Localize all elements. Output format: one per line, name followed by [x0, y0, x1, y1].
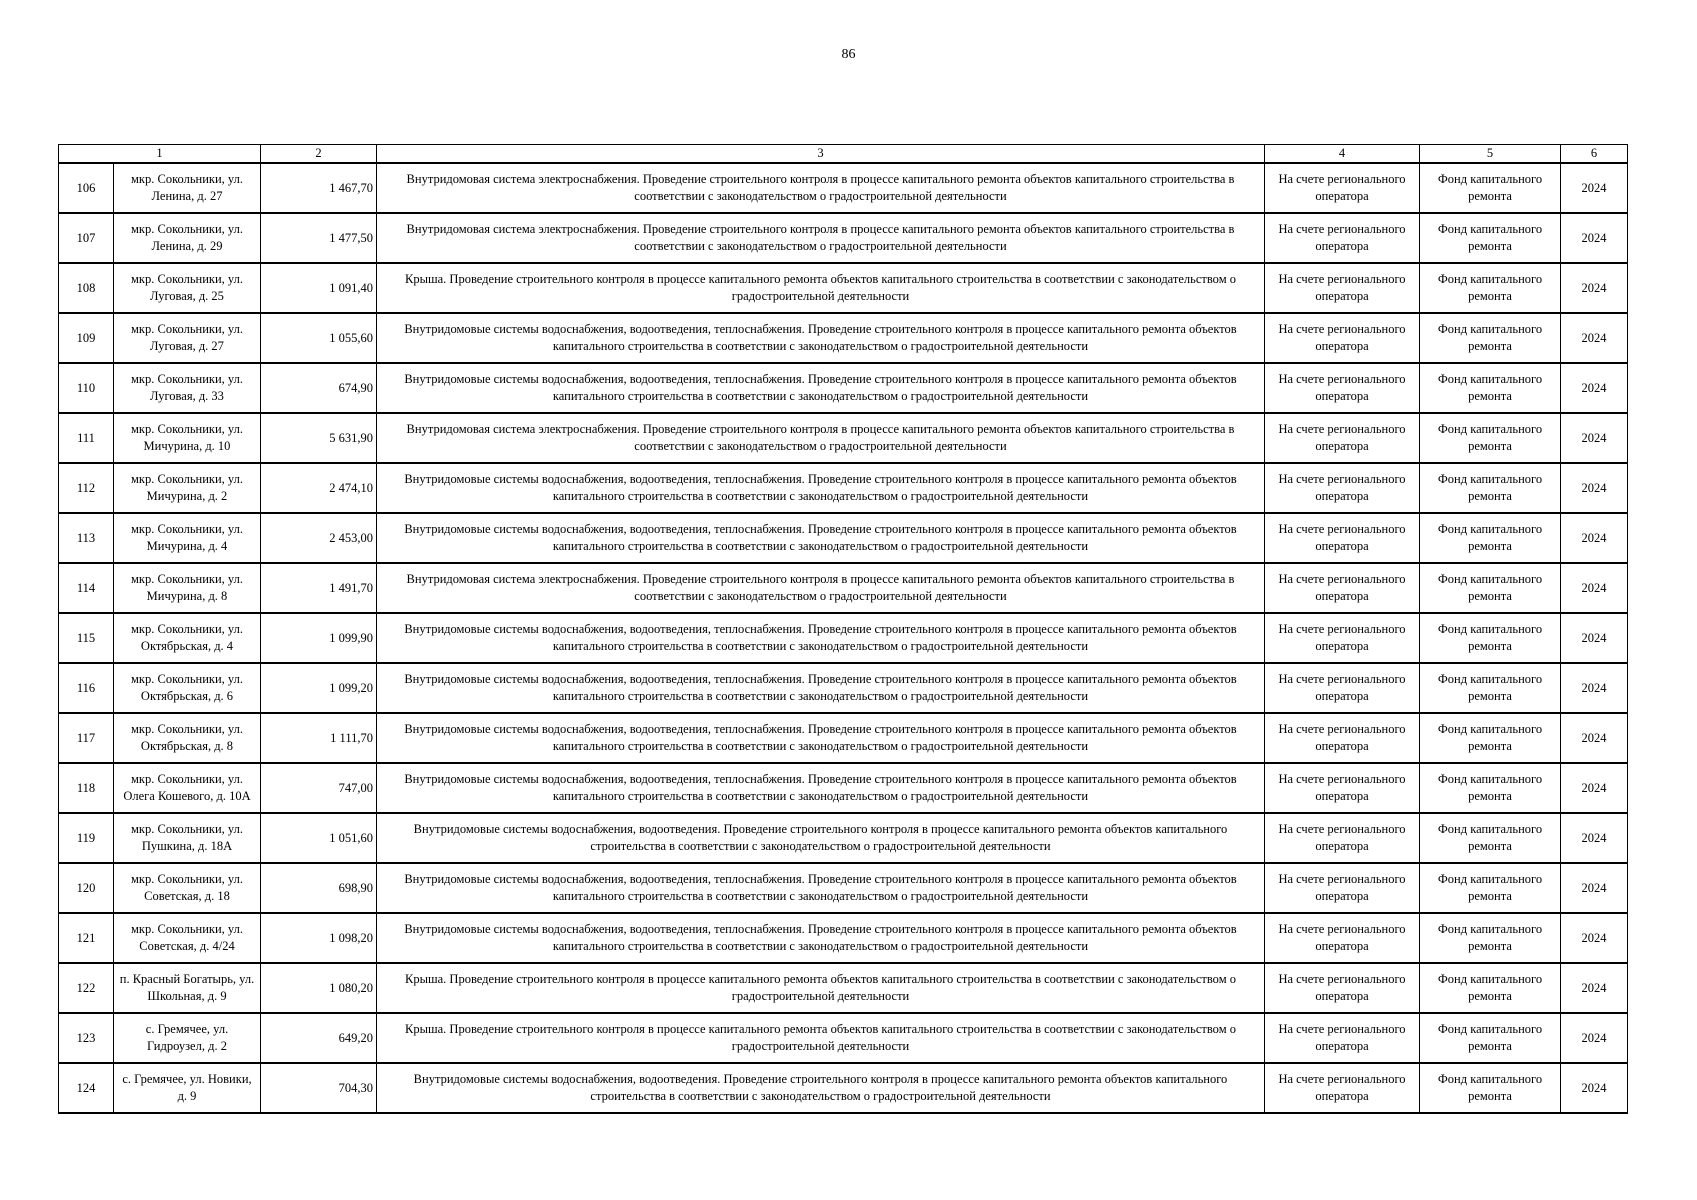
table-row — [59, 263, 1628, 313]
table-row — [59, 1063, 1628, 1113]
owner-cell: Фонд капитального ремонта — [1420, 813, 1561, 863]
table-row — [59, 463, 1628, 513]
table-row — [59, 413, 1628, 463]
area-cell: 1 111,70 — [261, 713, 377, 763]
address-cell: мкр. Сокольники, ул. Мичурина, д. 2 — [114, 463, 261, 513]
owner-cell: Фонд капитального ремонта — [1420, 1063, 1561, 1113]
funding-method-cell: На счете регионального оператора — [1265, 763, 1420, 813]
row-number: 115 — [59, 613, 114, 663]
row-number: 116 — [59, 663, 114, 713]
table-row — [59, 863, 1628, 913]
page-number: 86 — [841, 47, 856, 62]
owner-cell: Фонд капитального ремонта — [1420, 513, 1561, 563]
year-cell: 2024 — [1561, 363, 1628, 413]
table-row — [59, 563, 1628, 613]
year-cell: 2024 — [1561, 463, 1628, 513]
row-number: 112 — [59, 463, 114, 513]
address-cell: мкр. Сокольники, ул. Ленина, д. 27 — [114, 163, 261, 213]
area-cell: 1 098,20 — [261, 913, 377, 963]
funding-method-cell: На счете регионального оператора — [1265, 1013, 1420, 1063]
year-cell: 2024 — [1561, 513, 1628, 563]
row-number: 118 — [59, 763, 114, 813]
table-row — [59, 363, 1628, 413]
table-row — [59, 613, 1628, 663]
owner-cell: Фонд капитального ремонта — [1420, 863, 1561, 913]
work-description-cell: Внутридомовые системы водоснабжения, водоотведения, теплоснабжения. Проведение строительного контроля в процессе капитального ремонта объектов капитального строительства в соответствии с законодательством о градостроительной деятельности — [377, 463, 1265, 513]
area-cell: 649,20 — [261, 1013, 377, 1063]
owner-cell: Фонд капитального ремонта — [1420, 363, 1561, 413]
column-header-3: 3 — [377, 145, 1265, 164]
row-number: 111 — [59, 413, 114, 463]
address-cell: мкр. Сокольники, ул. Советская, д. 4/24 — [114, 913, 261, 963]
funding-method-cell: На счете регионального оператора — [1265, 663, 1420, 713]
funding-method-cell: На счете регионального оператора — [1265, 713, 1420, 763]
work-description-cell: Внутридомовая система электроснабжения. Проведение строительного контроля в процессе капитального ремонта объектов капитального строительства в соответствии с законодательством о градостроительной деятельности — [377, 213, 1265, 263]
address-cell: мкр. Сокольники, ул. Октябрьская, д. 4 — [114, 613, 261, 663]
column-header-4: 4 — [1265, 145, 1420, 164]
work-description-cell: Внутридомовые системы водоснабжения, водоотведения, теплоснабжения. Проведение строительного контроля в процессе капитального ремонта объектов капитального строительства в соответствии с законодательством о градостроительной деятельности — [377, 363, 1265, 413]
funding-method-cell: На счете регионального оператора — [1265, 213, 1420, 263]
year-cell: 2024 — [1561, 263, 1628, 313]
row-number: 114 — [59, 563, 114, 613]
address-cell: с. Гремячее, ул. Новики, д. 9 — [114, 1063, 261, 1113]
row-number: 120 — [59, 863, 114, 913]
row-number: 119 — [59, 813, 114, 863]
work-description-cell: Крыша. Проведение строительного контроля в процессе капитального ремонта объектов капитального строительства в соответствии с законодательством о градостроительной деятельности — [377, 963, 1265, 1013]
table-row — [59, 513, 1628, 563]
address-cell: с. Гремячее, ул. Гидроузел, д. 2 — [114, 1013, 261, 1063]
year-cell: 2024 — [1561, 963, 1628, 1013]
funding-method-cell: На счете регионального оператора — [1265, 1063, 1420, 1113]
row-number: 121 — [59, 913, 114, 963]
owner-cell: Фонд капитального ремонта — [1420, 913, 1561, 963]
year-cell: 2024 — [1561, 763, 1628, 813]
area-cell: 704,30 — [261, 1063, 377, 1113]
work-description-cell: Внутридомовые системы водоснабжения, водоотведения. Проведение строительного контроля в процессе капитального ремонта объектов капитального строительства в соответствии с законодательством о градостроительной деятельности — [377, 1063, 1265, 1113]
funding-method-cell: На счете регионального оператора — [1265, 363, 1420, 413]
row-number: 106 — [59, 163, 114, 213]
address-cell: мкр. Сокольники, ул. Октябрьская, д. 8 — [114, 713, 261, 763]
address-cell: мкр. Сокольники, ул. Мичурина, д. 4 — [114, 513, 261, 563]
address-cell: мкр. Сокольники, ул. Луговая, д. 25 — [114, 263, 261, 313]
address-cell: мкр. Сокольники, ул. Октябрьская, д. 6 — [114, 663, 261, 713]
area-cell: 674,90 — [261, 363, 377, 413]
work-description-cell: Внутридомовые системы водоснабжения, водоотведения, теплоснабжения. Проведение строительного контроля в процессе капитального ремонта объектов капитального строительства в соответствии с законодательством о градостроительной деятельности — [377, 513, 1265, 563]
year-cell: 2024 — [1561, 913, 1628, 963]
column-number-row — [59, 145, 1628, 164]
table-row — [59, 313, 1628, 363]
area-cell: 5 631,90 — [261, 413, 377, 463]
area-cell: 1 091,40 — [261, 263, 377, 313]
funding-method-cell: На счете регионального оператора — [1265, 913, 1420, 963]
row-number: 122 — [59, 963, 114, 1013]
owner-cell: Фонд капитального ремонта — [1420, 313, 1561, 363]
table-row — [59, 813, 1628, 863]
work-description-cell: Крыша. Проведение строительного контроля в процессе капитального ремонта объектов капитального строительства в соответствии с законодательством о градостроительной деятельности — [377, 1013, 1265, 1063]
year-cell: 2024 — [1561, 663, 1628, 713]
area-cell: 698,90 — [261, 863, 377, 913]
table-row — [59, 163, 1628, 213]
area-cell: 1 477,50 — [261, 213, 377, 263]
work-description-cell: Внутридомовая система электроснабжения. Проведение строительного контроля в процессе капитального ремонта объектов капитального строительства в соответствии с законодательством о градостроительной деятельности — [377, 413, 1265, 463]
year-cell: 2024 — [1561, 613, 1628, 663]
address-cell: мкр. Сокольники, ул. Пушкина, д. 18А — [114, 813, 261, 863]
funding-method-cell: На счете регионального оператора — [1265, 863, 1420, 913]
work-description-cell: Внутридомовые системы водоснабжения, водоотведения. Проведение строительного контроля в процессе капитального ремонта объектов капитального строительства в соответствии с законодательством о градостроительной деятельности — [377, 813, 1265, 863]
owner-cell: Фонд капитального ремонта — [1420, 263, 1561, 313]
funding-method-cell: На счете регионального оператора — [1265, 813, 1420, 863]
address-cell: мкр. Сокольники, ул. Мичурина, д. 8 — [114, 563, 261, 613]
row-number: 109 — [59, 313, 114, 363]
row-number: 107 — [59, 213, 114, 263]
address-cell: мкр. Сокольники, ул. Луговая, д. 27 — [114, 313, 261, 363]
row-number: 123 — [59, 1013, 114, 1063]
address-cell: мкр. Сокольники, ул. Мичурина, д. 10 — [114, 413, 261, 463]
area-cell: 2 453,00 — [261, 513, 377, 563]
area-cell: 1 055,60 — [261, 313, 377, 363]
year-cell: 2024 — [1561, 313, 1628, 363]
owner-cell: Фонд капитального ремонта — [1420, 1013, 1561, 1063]
funding-method-cell: На счете регионального оператора — [1265, 563, 1420, 613]
year-cell: 2024 — [1561, 413, 1628, 463]
funding-method-cell: На счете регионального оператора — [1265, 163, 1420, 213]
address-cell: п. Красный Богатырь, ул. Школьная, д. 9 — [114, 963, 261, 1013]
row-number: 113 — [59, 513, 114, 563]
year-cell: 2024 — [1561, 713, 1628, 763]
owner-cell: Фонд капитального ремонта — [1420, 613, 1561, 663]
column-header-5: 5 — [1420, 145, 1561, 164]
work-description-cell: Внутридомовые системы водоснабжения, водоотведения, теплоснабжения. Проведение строительного контроля в процессе капитального ремонта объектов капитального строительства в соответствии с законодательством о градостроительной деятельности — [377, 913, 1265, 963]
table-row — [59, 913, 1628, 963]
area-cell: 747,00 — [261, 763, 377, 813]
funding-method-cell: На счете регионального оператора — [1265, 263, 1420, 313]
owner-cell: Фонд капитального ремонта — [1420, 563, 1561, 613]
table-body — [59, 163, 1628, 1113]
column-header-6: 6 — [1561, 145, 1628, 164]
funding-method-cell: На счете регионального оператора — [1265, 463, 1420, 513]
column-header-2: 2 — [261, 145, 377, 164]
owner-cell: Фонд капитального ремонта — [1420, 963, 1561, 1013]
funding-method-cell: На счете регионального оператора — [1265, 613, 1420, 663]
table-row — [59, 1013, 1628, 1063]
year-cell: 2024 — [1561, 1013, 1628, 1063]
work-description-cell: Внутридомовые системы водоснабжения, водоотведения, теплоснабжения. Проведение строительного контроля в процессе капитального ремонта объектов капитального строительства в соответствии с законодательством о градостроительной деятельности — [377, 313, 1265, 363]
address-cell: мкр. Сокольники, ул. Луговая, д. 33 — [114, 363, 261, 413]
table-row — [59, 713, 1628, 763]
owner-cell: Фонд капитального ремонта — [1420, 713, 1561, 763]
year-cell: 2024 — [1561, 813, 1628, 863]
table-row — [59, 763, 1628, 813]
owner-cell: Фонд капитального ремонта — [1420, 213, 1561, 263]
row-number: 117 — [59, 713, 114, 763]
owner-cell: Фонд капитального ремонта — [1420, 663, 1561, 713]
funding-method-cell: На счете регионального оператора — [1265, 513, 1420, 563]
work-description-cell: Внутридомовая система электроснабжения. Проведение строительного контроля в процессе капитального ремонта объектов капитального строительства в соответствии с законодательством о градостроительной деятельности — [377, 563, 1265, 613]
year-cell: 2024 — [1561, 163, 1628, 213]
capital-repair-table — [58, 144, 1628, 1114]
area-cell: 1 080,20 — [261, 963, 377, 1013]
row-number: 110 — [59, 363, 114, 413]
row-number: 124 — [59, 1063, 114, 1113]
work-description-cell: Внутридомовые системы водоснабжения, водоотведения, теплоснабжения. Проведение строительного контроля в процессе капитального ремонта объектов капитального строительства в соответствии с законодательством о градостроительной деятельности — [377, 713, 1265, 763]
work-description-cell: Внутридомовые системы водоснабжения, водоотведения, теплоснабжения. Проведение строительного контроля в процессе капитального ремонта объектов капитального строительства в соответствии с законодательством о градостроительной деятельности — [377, 863, 1265, 913]
funding-method-cell: На счете регионального оператора — [1265, 313, 1420, 363]
table-row — [59, 963, 1628, 1013]
year-cell: 2024 — [1561, 563, 1628, 613]
work-description-cell: Внутридомовые системы водоснабжения, водоотведения, теплоснабжения. Проведение строительного контроля в процессе капитального ремонта объектов капитального строительства в соответствии с законодательством о градостроительной деятельности — [377, 613, 1265, 663]
address-cell: мкр. Сокольники, ул. Ленина, д. 29 — [114, 213, 261, 263]
owner-cell: Фонд капитального ремонта — [1420, 763, 1561, 813]
work-description-cell: Крыша. Проведение строительного контроля в процессе капитального ремонта объектов капитального строительства в соответствии с законодательством о градостроительной деятельности — [377, 263, 1265, 313]
address-cell: мкр. Сокольники, ул. Олега Кошевого, д. 10А — [114, 763, 261, 813]
area-cell: 1 467,70 — [261, 163, 377, 213]
year-cell: 2024 — [1561, 1063, 1628, 1113]
owner-cell: Фонд капитального ремонта — [1420, 463, 1561, 513]
funding-method-cell: На счете регионального оператора — [1265, 413, 1420, 463]
area-cell: 2 474,10 — [261, 463, 377, 513]
area-cell: 1 051,60 — [261, 813, 377, 863]
year-cell: 2024 — [1561, 213, 1628, 263]
column-header-1: 1 — [59, 145, 261, 164]
year-cell: 2024 — [1561, 863, 1628, 913]
owner-cell: Фонд капитального ремонта — [1420, 163, 1561, 213]
work-description-cell: Внутридомовая система электроснабжения. Проведение строительного контроля в процессе капитального ремонта объектов капитального строительства в соответствии с законодательством о градостроительной деятельности — [377, 163, 1265, 213]
area-cell: 1 099,90 — [261, 613, 377, 663]
address-cell: мкр. Сокольники, ул. Советская, д. 18 — [114, 863, 261, 913]
table-row — [59, 213, 1628, 263]
area-cell: 1 099,20 — [261, 663, 377, 713]
row-number: 108 — [59, 263, 114, 313]
work-description-cell: Внутридомовые системы водоснабжения, водоотведения, теплоснабжения. Проведение строительного контроля в процессе капитального ремонта объектов капитального строительства в соответствии с законодательством о градостроительной деятельности — [377, 663, 1265, 713]
work-description-cell: Внутридомовые системы водоснабжения, водоотведения, теплоснабжения. Проведение строительного контроля в процессе капитального ремонта объектов капитального строительства в соответствии с законодательством о градостроительной деятельности — [377, 763, 1265, 813]
table-row — [59, 663, 1628, 713]
funding-method-cell: На счете регионального оператора — [1265, 963, 1420, 1013]
owner-cell: Фонд капитального ремонта — [1420, 413, 1561, 463]
area-cell: 1 491,70 — [261, 563, 377, 613]
